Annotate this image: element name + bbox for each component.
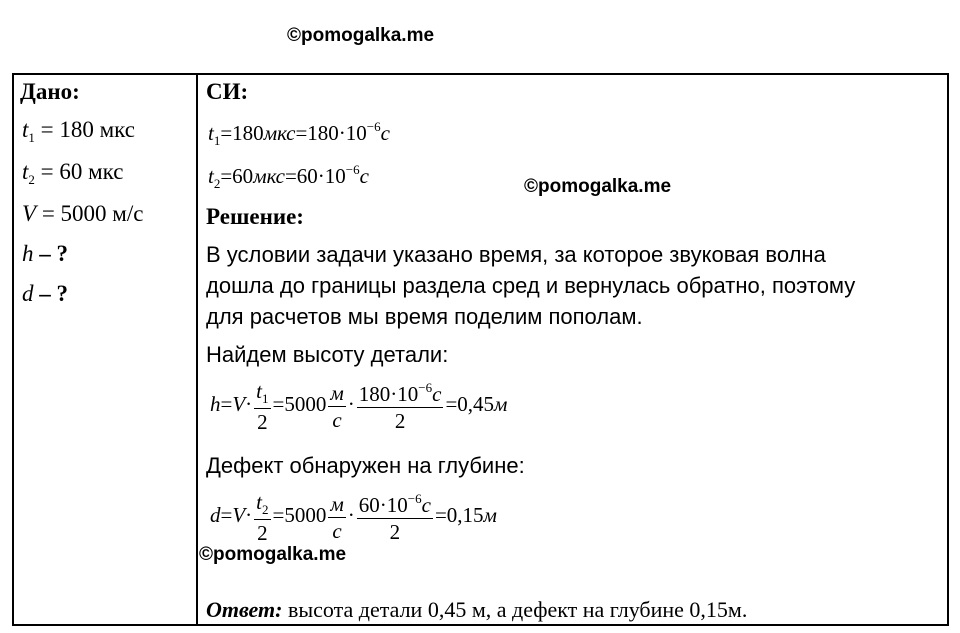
depth-value-fraction: $\frac{60\cdot 10^{-6}с}{2}$ bbox=[358, 490, 431, 544]
height-unit-fraction: $\frac{м}{с}$ bbox=[330, 380, 344, 432]
height-time-fraction: $\frac{t_1}{2}$ bbox=[256, 379, 269, 434]
depth-time-fraction: $\frac{t_2}{2}$ bbox=[256, 490, 269, 545]
si-line-1: $t_1=180мкс=180\cdot 10^{-6}с$ bbox=[208, 119, 390, 148]
solution-title: Решение: bbox=[206, 204, 304, 229]
watermark-top: ©pomogalka.me bbox=[287, 25, 435, 46]
answer-text: высота детали 0,45 м, а дефект на глубине 0,15м. bbox=[282, 597, 748, 622]
si-line-2: $t_2=60мкс=60\cdot 10^{-6}с$ bbox=[208, 162, 369, 191]
solution-paragraph-line-3: для расчетов мы время поделим пополам. bbox=[206, 304, 643, 329]
given-t1: $t_1 = 180$ мкс bbox=[22, 117, 135, 145]
solution-paragraph-line-1: В условии задачи указано время, за которое звуковая волна bbox=[206, 242, 826, 267]
si-title: СИ: bbox=[206, 79, 249, 104]
height-value-fraction: $\frac{180\cdot 10^{-6}с}{2}$ bbox=[358, 379, 442, 433]
watermark-middle: ©pomogalka.me bbox=[524, 176, 672, 197]
height-formula: h=V· $\frac{t_1}{2}$ =5000 $\frac{м}{с}$ · $\frac{180\cdot 10^{-6}с}{2}$ =0,45м bbox=[210, 379, 508, 434]
find-height-label: Найдем высоту детали: bbox=[206, 342, 449, 367]
given-h: h – ? bbox=[22, 241, 68, 266]
column-divider bbox=[196, 73, 198, 626]
given-d: d – ? bbox=[22, 281, 68, 306]
given-title: Дано: bbox=[20, 79, 80, 104]
depth-formula: d=V· $\frac{t_2}{2}$ =5000 $\frac{м}{с}$ · $\frac{60\cdot 10^{-6}с}{2}$ =0,15м bbox=[210, 490, 497, 545]
watermark-bottom: ©pomogalka.me bbox=[199, 544, 347, 565]
solution-paragraph-line-2: дошла до границы раздела сред и вернулась обратно, поэтому bbox=[206, 273, 856, 298]
given-v: V = 5000 м/с bbox=[22, 201, 144, 226]
given-t2: $t_2 = 60$ мкс bbox=[22, 159, 124, 187]
answer-line bbox=[206, 599, 747, 621]
answer-label: Ответ: bbox=[206, 597, 283, 622]
find-depth-label: Дефект обнаружен на глубине: bbox=[206, 453, 525, 478]
depth-unit-fraction: $\frac{м}{с}$ bbox=[330, 491, 344, 543]
